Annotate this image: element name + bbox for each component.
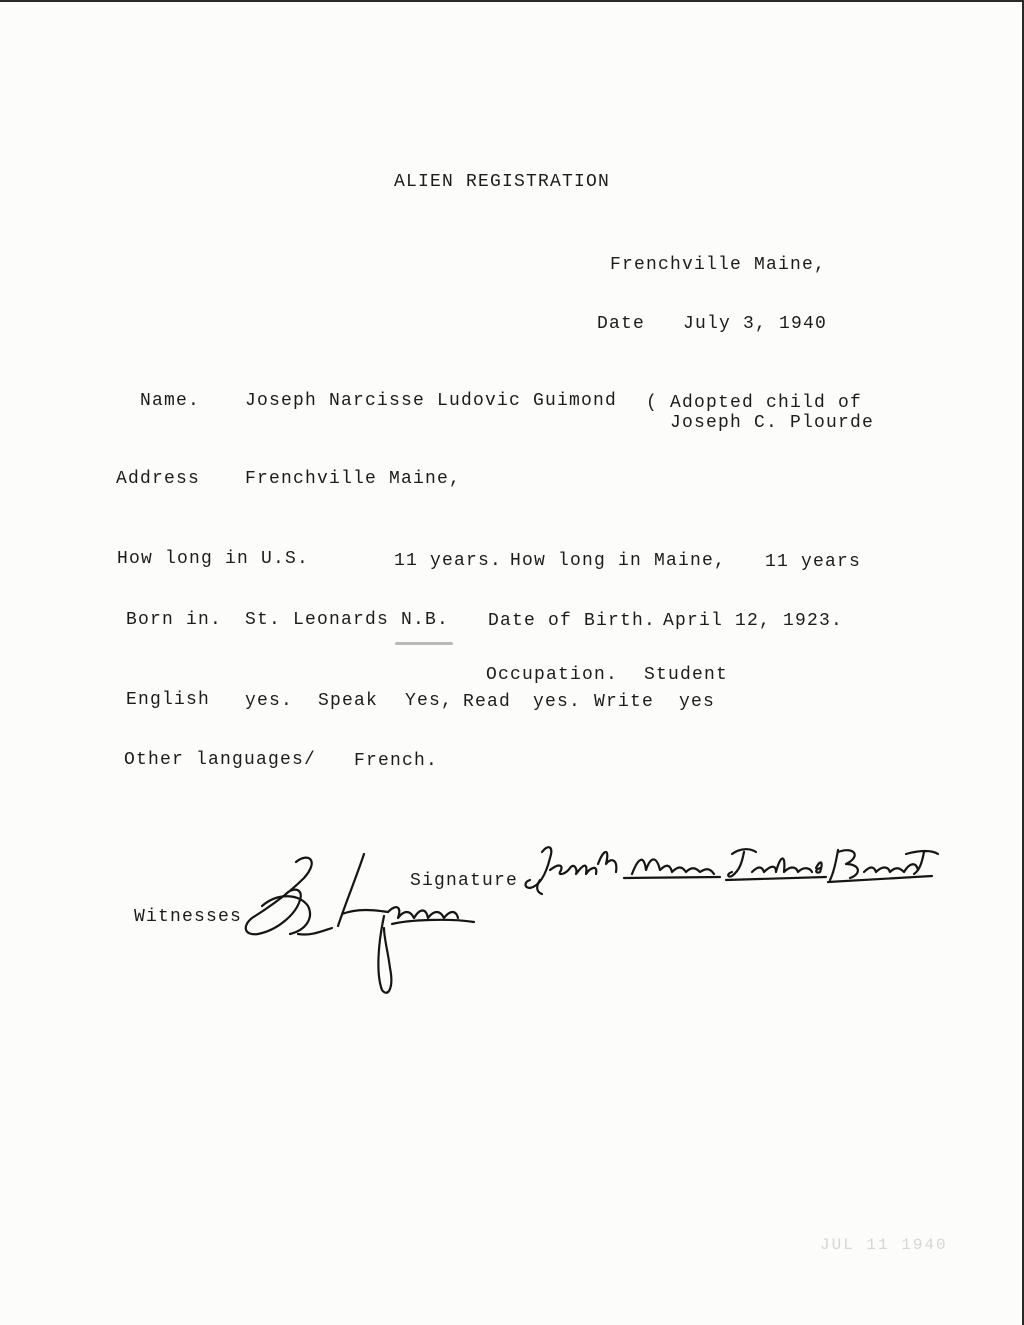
address-value: Frenchville Maine, xyxy=(245,469,462,489)
name-label: Name. xyxy=(140,391,201,411)
occupation-label: Occupation. xyxy=(486,665,619,685)
witnesses-label: Witnesses xyxy=(134,907,243,927)
english-value: yes. xyxy=(245,691,294,711)
born-value: St. Leonards N.B. xyxy=(245,610,450,630)
write-label: Write xyxy=(594,692,655,712)
us-duration-label: How long in U.S. xyxy=(117,549,310,569)
address-label: Address xyxy=(116,469,201,489)
born-label: Born in. xyxy=(126,610,223,630)
adoption-note-line1: ( Adopted child of xyxy=(646,393,863,413)
other-languages-label: Other languages/ xyxy=(124,750,317,770)
smudge-mark xyxy=(395,642,453,645)
read-label: Read xyxy=(463,692,512,712)
form-title: ALIEN REGISTRATION xyxy=(394,172,611,192)
dob-value: April 12, 1923. xyxy=(663,611,844,631)
place: Frenchville Maine, xyxy=(610,255,827,275)
english-label: English xyxy=(126,690,211,710)
maine-duration-label: How long in Maine, xyxy=(510,551,727,571)
date-label: Date xyxy=(597,314,646,334)
name-value: Joseph Narcisse Ludovic Guimond xyxy=(245,391,618,411)
signature-handwriting xyxy=(520,840,940,900)
speak-label: Speak xyxy=(318,691,379,711)
write-value: yes xyxy=(679,692,716,712)
us-duration-value: 11 years. xyxy=(394,551,503,571)
witness-handwriting xyxy=(238,848,488,998)
signature-label: Signature xyxy=(410,871,519,891)
adoption-note-line2: Joseph C. Plourde xyxy=(670,413,875,433)
occupation-value: Student xyxy=(644,665,729,685)
other-languages-value: French. xyxy=(354,751,439,771)
read-value: yes. xyxy=(533,692,582,712)
faint-stamp: JUL 11 1940 xyxy=(820,1236,948,1254)
maine-duration-value: 11 years xyxy=(765,552,862,572)
dob-label: Date of Birth. xyxy=(488,611,657,631)
date-value: July 3, 1940 xyxy=(683,314,828,334)
speak-value: Yes, xyxy=(405,691,454,711)
